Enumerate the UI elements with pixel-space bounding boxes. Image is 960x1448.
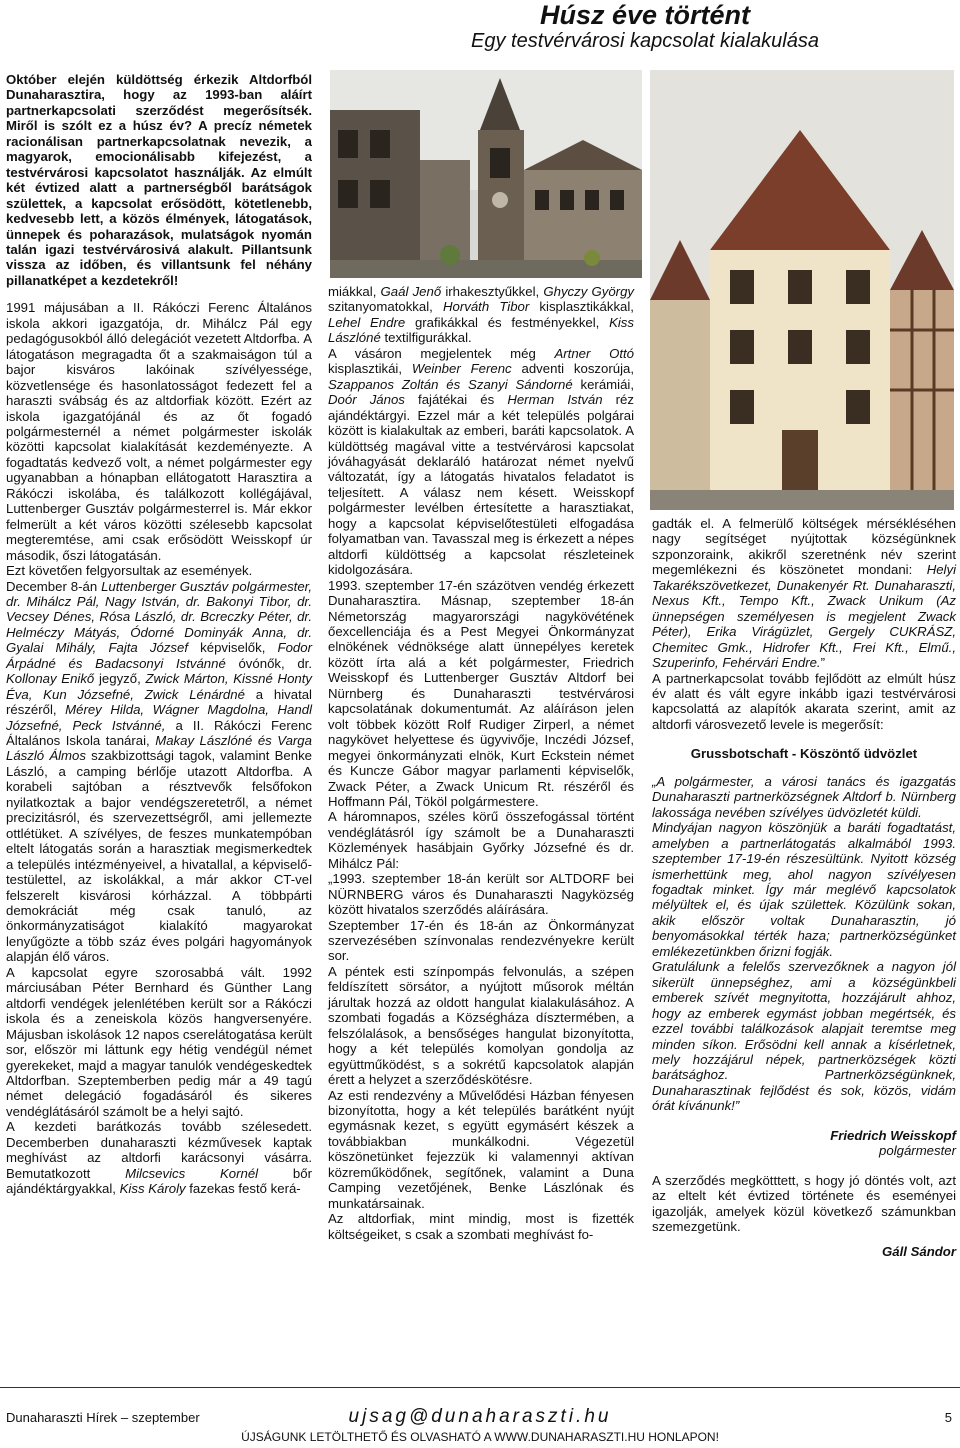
quote-paragraph: „A polgármester, a városi tanács és igazgatás Dunaharaszti partnerközségnek Altdorf b. Nürnberg lakossága nevében szívélyes üdvözletét küldi.	[652, 773, 956, 820]
paragraph: A kezdeti barátkozás tovább szélesedett. Decemberben dunaharaszti kézművesek kaptak meghívást az altdorfi karácsonyi vásárra. Bemutatkozott Milcsevics Kornél bőr ajándéktárgyakkal, Kiss Károly fazekas festő kerá-	[6, 1119, 312, 1197]
paragraph: „1993. szeptember 18-án került sor ALTDORF bei NÜRNBERG város és Dunaharaszti Nagyközség között hivatalos szerződés aláírására.	[328, 871, 634, 918]
section-heading: Grussbotschaft - Köszöntő üdvözlet	[690, 746, 918, 762]
church-tower-photo	[330, 70, 642, 278]
paragraph: Az altdorfiak, mint mindig, most is fizették költségeiket, s csak a szombati meghívást fo-	[328, 1211, 634, 1242]
paragraph: A kapcsolat egyre szorosabbá vált. 1992 márciusában Péter Bernhard és Günther Lang altdorfi vendégek jelenlétében került sor a Rákóczi iskola és a zeneiskola közös hangversenyére. Májusban iskolások 12 napos cserelátogatása került sor, először mi láttunk egy hétig vendégül német gyerekeket, majd a magyar tanulók vendégeskedtek Altdorfban. Szeptemberben pedig már a 49 tagú német delegáció fogadásáról és sikeres vendéglátásáról számolt be a helyi sajtó.	[6, 964, 312, 1119]
footer-divider	[0, 1387, 960, 1388]
author-name: Gáll Sándor	[881, 1244, 956, 1260]
signature-title: polgármester	[879, 1143, 956, 1159]
paragraph: Az esti rendezvény a Művelődési Házban fényesen bizonyította, hogy a két település barátként nyújt egymásnak kezet, s együtt egymásért készek a továbbiakban munkálkodni. Végezetül köszönetünket fejezzük ki valamennyi aktívan közreműködőnek, segítőnek, valamint a Duna Camping vezetőjének, Benke Lászlónak és munkatársainak.	[328, 1087, 634, 1211]
column-2	[328, 284, 634, 1242]
paragraph: A partnerkapcsolat tovább fejlődött az elmúlt húsz év alatt és vált egyre inkább igazi testvérvárosi kapcsolattá az alapítók akarata szerint, amit az altdorfi városvezető levele is megerősít:	[652, 670, 956, 732]
paragraph: A szerződés megkötttett, s hogy jó döntés volt, azt az eltelt két évtized története és eseményei igazolják, amelyek közül következő számunkban szemezgetünk.	[652, 1172, 956, 1235]
page-header	[0, 0, 960, 52]
column-1	[6, 72, 312, 1197]
signature-name: Friedrich Weisskopf	[830, 1127, 956, 1143]
paragraph: gadták el. A felmerülő költségek mérsékléséhen nagy segítséget nyújtottak községünknek szponzoraink, akikről szeretnénk név szerint megemlékezni és köszönetet mondani: Helyi Takarékszövetkezet, Dunakenyér Rt. Dunaharaszti, Nexus Kft., Tempo Kft., Zwack Unikum (Az ünnepségen személyesen is megjelent Zwack Péter), Erika Virágüzlet, Gergely CUKRÁSZ, Chemitec Gmk., Hidrofer Kft., Frei Kft., Elmű., Szuperinfo, Fehérvári Endre.”	[652, 516, 956, 671]
paragraph: A vásáron megjelentek még Artner Ottó kisplasztikái, Weinber Ferenc adventi koszorúja, Szappanos Zoltán és Szanyi Sándorné kerámiái, Doór János fajátékai és Herman István réz ajándéktárgyi. Ezzel már a két település polgárai között is kialakultak az emberi, baráti kapcsolatok. A küldöttség magával vitte a testvérvárosi kapcsolat jóváhagyását deklaráló határozat német nyelvű változatát, így a látogatás hivatalos feladatot is teljesített. A válasz nem késett. Weisskopf polgármester levélben értesítette a harasztiakat, hogy a kapcsolat képviselőtestületi elfogadása folyamatban van. Tavasszal meg is érkezett a népes altdorfi küldöttség a kapcsolat részleteinek kidolgozására.	[328, 345, 634, 578]
quote-paragraph: Mindyájan nagyon köszönjük a baráti fogadtatást, amelyben a partnerlátogatás alkalmából 1993. szeptember 17-19-én részesültünk. Nyitott község ismerhettünk meg, ahol nagyon szívélyesen fogadtak minket. Így már meglévő kapcsolatok mélyültek el, és újak születtek. Közülünk sokan, akik először voltak Dunaharasztin, jó benyomásokkal térték haza; partnerközségünket emlékezetünkben őrizni fogják.	[652, 820, 956, 959]
paragraph: Szeptember 17-én és 18-án az Önkormányzat szervezésében színvonalas rendezvényekre került sor.	[328, 917, 634, 964]
email-link[interactable]: ujsag@dunaharaszti.hu	[348, 1406, 612, 1427]
paragraph: December 8-án Luttenberger Gusztáv polgármester, dr. Mihálcz Pál, Nagy István, dr. Bakonyi Tibor, dr. Vecsey Dénes, Rósa László, dr. Bcreczky Péter, dr. Helméczy Mátyás, Ódorné Dominyák Anna, dr. Gyalai Mihály, Fajta József képviselők, Fodor Árpádné és Badacsonyi Istvánné óvónők, dr. Kollonay Enikő jegyző, Zwick Márton, Kissné Honty Éva, Kun Józsefné, Zwick Lénárdné a hivatal részéről, Mérey Hilda, Wágner Magdolna, Handl Józsefné, Peck Istvánné, a II. Rákóczi Ferenc Általános Iskola tanárai, Makay Lászlóné és Varga László Álmos szakbizottsági tagok, valamint Benke László, a camping bérlője utazott Altdorfba. A korabeli sajtóban a résztvevők felsőfokon nyilatkoztak a bajor vendégszeretetről, a német precizitásról, és szervezettségről, ami jellemezte ottlétüket. A szívélyes, de feszes munkatempóban eltelt látogatás során a harasztiak megismerkedtek a település intézményeivel, a hivatallal, a képviselő-testülettel, az iskolákkal, a már akkor CT-vel felszerelt kisvárosi kórházzal. A többpárti demokráciát még csak tanuló, az önkormányzatiságot kialakító magyarokat lenyűgözte a több száz éves polgári hagyományok alapján élő város.	[6, 578, 313, 965]
page-number: 5	[944, 1410, 952, 1425]
article-title: Húsz éve történt	[539, 0, 751, 30]
paragraph: Ezt követően felgyorsultak az események.	[6, 563, 253, 579]
website-notice: ÚJSÁGUNK LETÖLTHETŐ ÉS OLVASHATÓ A WWW.DUNAHARASZTI.HU HONLAPON!	[241, 1430, 719, 1444]
paragraph: A péntek esti színpompás felvonulás, a szépen feldíszített sörsátor, a nyújtott műsorok méltán járultak hozzá az oldott hangulat kialakulásához. A szombati fogadás a Községháza dísztermében, a felszólalások, a bensőséges hangulat bizonyította, hogy a két település komolyan gondolja az együttműködést, s a sokrétű kapcsolatok alapján érett a helyzet a szerződéskötésre.	[328, 963, 634, 1088]
paragraph: 1993. szeptember 17-én százötven vendég érkezett Dunaharasztira. Másnap, szeptember 18-án Németország magyarországi nagykövétének őexcellenciája és a Pest Megyei Önkormányzat elnökének védnöksége alatt ünnepélyes keretek között írta alá a két polgármester, Friedrich Weisskopf és Luttenberger Gusztáv Altdorf bei Nürnberg és Dunaharaszti testvérvárosi kapcsolatának dokumentumát. Az aláíráson jelen volt többek között Rolf Rudiger Zirperl, a német nagykövet helyettese és ügyvivője, Inczédi József, megyei önkormányzati elnök, Kurt Eckstein német és Kuncze Gábor magyar parlamenti képviselők, Zwack Péter, a Zwack Unicum Rt. részéről és Hoffmann Pál, Tököl polgármestere.	[328, 577, 634, 809]
article-subtitle: Egy testvérvárosi kapcsolat kialakulása	[471, 30, 819, 52]
half-timbered-houses-photo	[650, 70, 954, 510]
paragraph: A háromnapos, széles körű összefogással történt vendéglátásról így számolt be a Dunaharaszti Közlemények hasábjain Győrky Józsefné és dr. Mihálcz Pál:	[328, 809, 634, 871]
lead-paragraph: Október elején küldöttség érkezik Altdorfból Dunaharasztira, hogy az 1993-ban aláírt partnerkapcsolati szerződést megerősítsék. Miről is szólt ez a húsz év? A precíz németek racionálisan partnerkapcsolatnak nevezik, a magyarok, emocionálisabb kifejezést, a testvérvárosi kapcsolatot használják. Az elmúlt két évtized alatt a partnerségből barátságok születtek, a kapcsolat erősödött, kötetlenebb, kedvesebb lett, a közös élmények, látogatások, ünnepek és poharazások, mulatságok nyomán talán igazi testvérvárosivá alakult. Pillantsunk vissza az időben, és villantsunk fel néhány pillanatképet a kezdetekről!	[6, 72, 312, 288]
publication-name: Dunaharaszti Hírek – szeptember	[6, 1410, 200, 1425]
paragraph: miákkal, Gaál Jenő irhakesztyűkkel, Ghyczy György szitanyomatokkal, Horváth Tibor kisplasztikákkal, Lehel Endre grafikákkal és festményekkel, Kiss Lászlóné textilfigurákkal.	[328, 284, 635, 346]
quote-paragraph: Gratulálunk a felelős szervezőknek a nagyon jól sikerült ünnepséghez, ami a községünkbeli emberek szívét megnyitotta, hozzájárult ahhoz, hogy az emberek egymást jobban megértsék, és ezzel további találkozások alapjait teremtse meg minden síkon. Erősödni kell annak a kísérletnek, mely hozzájárul népek, partnerközségek közti barátsághoz. Partnerközségünknek, Dunaharasztinak fejlődést és sok, közös, vidám órát kívánunk!”	[652, 959, 956, 1114]
column-3	[652, 516, 956, 1260]
paragraph: 1991 májusában a II. Rákóczi Ferenc Általános iskola akkori igazgatója, dr. Mihálcz Pál egy pedagógusokból álló delegációt vezetett Altdorfba. A látogatáson megragadta őt a szakmaiságon túl a bajor kisváros lakóinak szívélyessége, közvetlensége és hasonlatosságot fedezett fel a haraszti svábság és az altdorfiak között. Ezért az iskola igazgatójánál és az őt fogadó polgármesternél a német polgármester iskolák közötti kapcsolat kialakítását kezdeményezte. A fogadtatás kedvező volt, a német polgármester egy ugyanabban a hónapban ellátogatott Harasztira a Rákóczi iskolába, és találkozott kollégájával, Luttenberger Gusztáv polgármesterrel is. Már ekkor felmerült a két város közötti szélesebb kapcsolat megteremtése, ami csak erősödött Weisskopf úr második, őszi látogatásán.	[6, 300, 312, 563]
